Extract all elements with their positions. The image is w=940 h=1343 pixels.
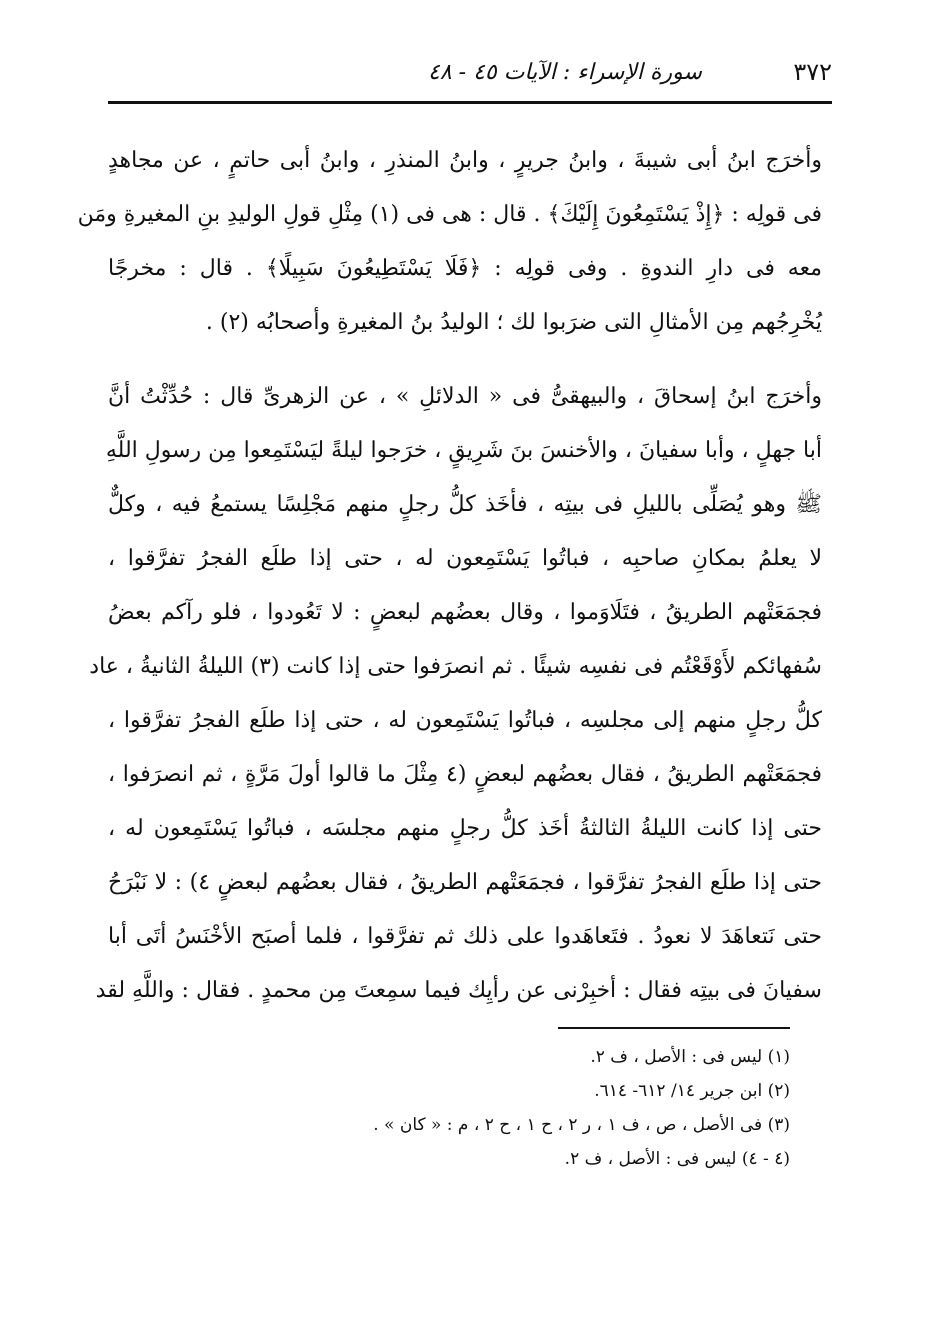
footnotes	[300, 1040, 790, 1176]
footnote-2: (٢) ابن جرير ١٤/ ٦١٢- ٦١٤.	[594, 1081, 790, 1101]
footnote-4: (٤ - ٤) ليس فى : الأصل ، ف ٢.	[564, 1149, 790, 1169]
text-line: معه فى دارِ الندوةِ . وفى قولِه : ﴿فَلَا يَسْتَطِيعُونَ سَبِيلًا﴾ . قال : مخرجًا	[108, 256, 822, 281]
text-line: لا يعلمُ بمكانِ صاحبِه ، فباتُوا يَسْتَمِعون له ، حتى إذا طلَع الفجرُ تفرَّقوا ،	[108, 546, 822, 571]
text-line: حتى نَتعاهَدَ لا نعودُ . فتَعاهَدوا على ذلك ثم تفرَّقوا ، فلما أصبَح الأخْنَسُ أتَى أبا	[108, 924, 822, 949]
text-line: سُفهائكم لأَوْقَعْتُم فى نفسِه شيئًا . ثم انصرَفوا حتى إذا كانت (٣) الليلةُ الثانيةُ ، عاد	[89, 654, 822, 679]
body-text	[77, 134, 822, 1018]
footnote-1: (١) ليس فى : الأصل ، ف ٢.	[590, 1047, 790, 1067]
text-line: ﷺ وهو يُصَلِّى بالليلِ فى بيتِه ، فأخَذ كلُّ رجلٍ منهم مَجْلِسًا يستمعُ فيه ، وكلٌّ	[108, 492, 822, 517]
footnote-3: (٣) فى الأصل ، ص ، ف ١ ، ر ٢ ، ح ١ ، ح ٢ ، م : « كان » .	[373, 1115, 790, 1135]
text-line: يُخْرِجُهم مِن الأمثالِ التى ضرَبوا لك ؛ الوليدُ بنُ المغيرةِ وأصحابُه (٢) .	[205, 310, 822, 335]
text-line: وأخرَج ابنُ أبى شيبةَ ، وابنُ جريرٍ ، وابنُ المنذرِ ، وابنُ أبى حاتمٍ ، عن مجاهدٍ	[108, 148, 822, 173]
text-line: وأخرَج ابنُ إسحاقَ ، والبيهقىُّ فى « الدلائلِ » ، عن الزهرىِّ قال : حُدِّثْتُ أنَّ	[108, 384, 822, 409]
text-line: فجمَعَتْهم الطريقُ ، فتَلَاوَموا ، وقال بعضُهم لبعضٍ : لا تَعُودوا ، فلو رآكم بعضُ	[108, 600, 822, 625]
header-rule	[108, 101, 832, 104]
text-line: حتى إذا كانت الليلةُ الثالثةُ أخَذ كلُّ رجلٍ منهم مجلسَه ، فباتُوا يَسْتَمِعون له ،	[108, 816, 822, 841]
paragraph-2	[89, 370, 822, 1018]
text-line: سفيانَ فى بيتِه فقال : أخبِرْنى عن رأيِك فيما سمِعتَ مِن محمدٍ . فقال : واللَّهِ لقد	[95, 978, 822, 1003]
page-number: ٣٧٢	[793, 58, 832, 86]
text-line: فى قولِه : ﴿إِذْ يَسْتَمِعُونَ إِلَيْكَ﴾ . قال : هى فى (١) مِثْلِ قولِ الوليدِ بنِ المغيرةِ ومَن	[77, 202, 822, 227]
footnote-separator	[558, 1027, 790, 1029]
text-line: أبا جهلٍ ، وأبا سفيانَ ، والأخنسَ بنَ شَرِيقٍ ، خرَجوا ليلةً ليَسْتَمِعوا مِن رسولِ اللَّهِ	[105, 438, 822, 463]
page-header	[108, 52, 832, 92]
running-title: سورة الإسراء : الآيات ٤٥ - ٤٨	[428, 59, 702, 85]
paragraph-1	[77, 134, 822, 350]
text-line: كلُّ رجلٍ منهم إلى مجلسِه ، فباتُوا يَسْتَمِعون له ، حتى إذا طلَع الفجرُ تفرَّقوا ،	[108, 708, 822, 733]
text-line: فجمَعَتْهم الطريقُ ، فقال بعضُهم لبعضٍ (٤ مِثْلَ ما قالوا أولَ مَرَّةٍ ، ثم انصرَفوا ،	[108, 762, 822, 787]
text-line: حتى إذا طلَع الفجرُ تفرَّقوا ، فجمَعَتْهم الطريقُ ، فقال بعضُهم لبعضٍ ٤) : لا نَبْرَحُ	[108, 870, 822, 895]
